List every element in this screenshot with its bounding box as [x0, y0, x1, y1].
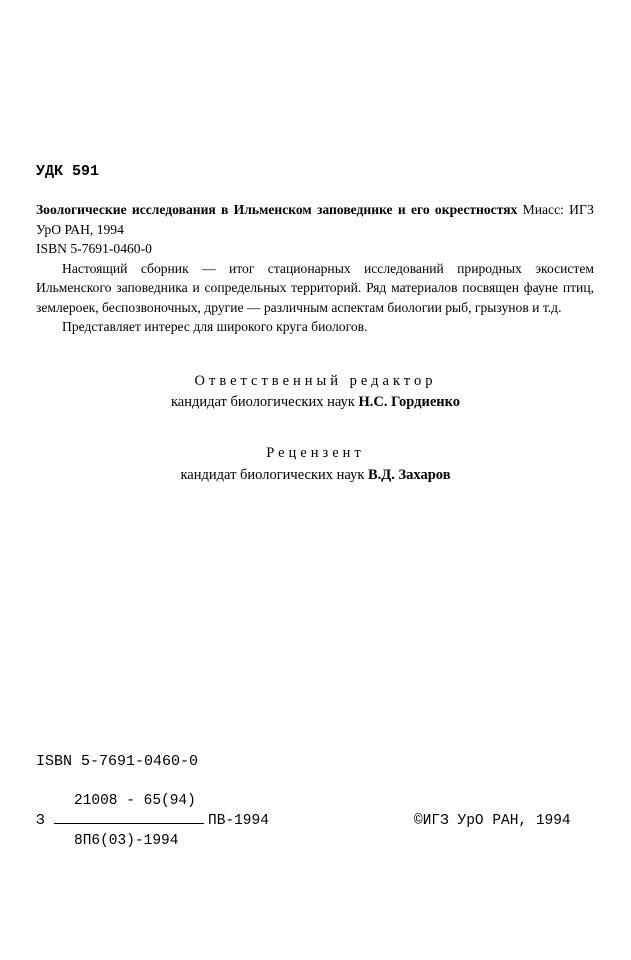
imprint-denominator: 8П6(03)-1994	[74, 833, 179, 849]
imprint-block	[36, 793, 596, 853]
reviewer-line	[0, 467, 631, 484]
publication-info: Миасс: ИГЗ УрО РАН, 1994	[36, 202, 594, 237]
isbn-top: ISBN 5-7691-0460-0	[36, 241, 152, 256]
fraction-line	[54, 823, 204, 824]
audience-note: Представляет интерес для широкого круга биологов.	[62, 319, 368, 334]
isbn-bottom: ISBN 5-7691-0460-0	[36, 753, 199, 770]
imprint-numerator: 21008 - 65(94)	[74, 793, 196, 809]
reviewer-role: Рецензент	[266, 445, 365, 461]
editor-line	[0, 394, 631, 411]
imprint-suffix: ПВ-1994	[208, 813, 269, 829]
udk-code: УДК 591	[36, 163, 100, 180]
bibliographic-block	[36, 200, 594, 337]
abstract-paragraph: Настоящий сборник — итог стационарных исследований природных экосистем Ильменского заповедника и сопредельных территорий. Ряд материалов посвящен фауне птиц, землероек, беспозвоночных, другие — различным аспектам биологии рыб, грызунов и т.д.	[36, 260, 594, 315]
copyright-notice: ©ИГЗ УрО РАН, 1994	[414, 813, 571, 829]
editor-role: Ответственный редактор	[194, 373, 437, 389]
bibliographic-title	[36, 200, 594, 239]
book-title: Зоологические исследования в Ильменском заповеднике и его окрестностях	[36, 202, 518, 217]
editor-name: Н.С. Гордиенко	[358, 394, 461, 410]
imprint-letter: З	[36, 813, 45, 829]
editor-degree: кандидат биологических наук	[170, 394, 359, 410]
reviewer-name: В.Д. Захаров	[368, 467, 451, 483]
reviewer-degree: кандидат биологических наук	[180, 467, 368, 483]
